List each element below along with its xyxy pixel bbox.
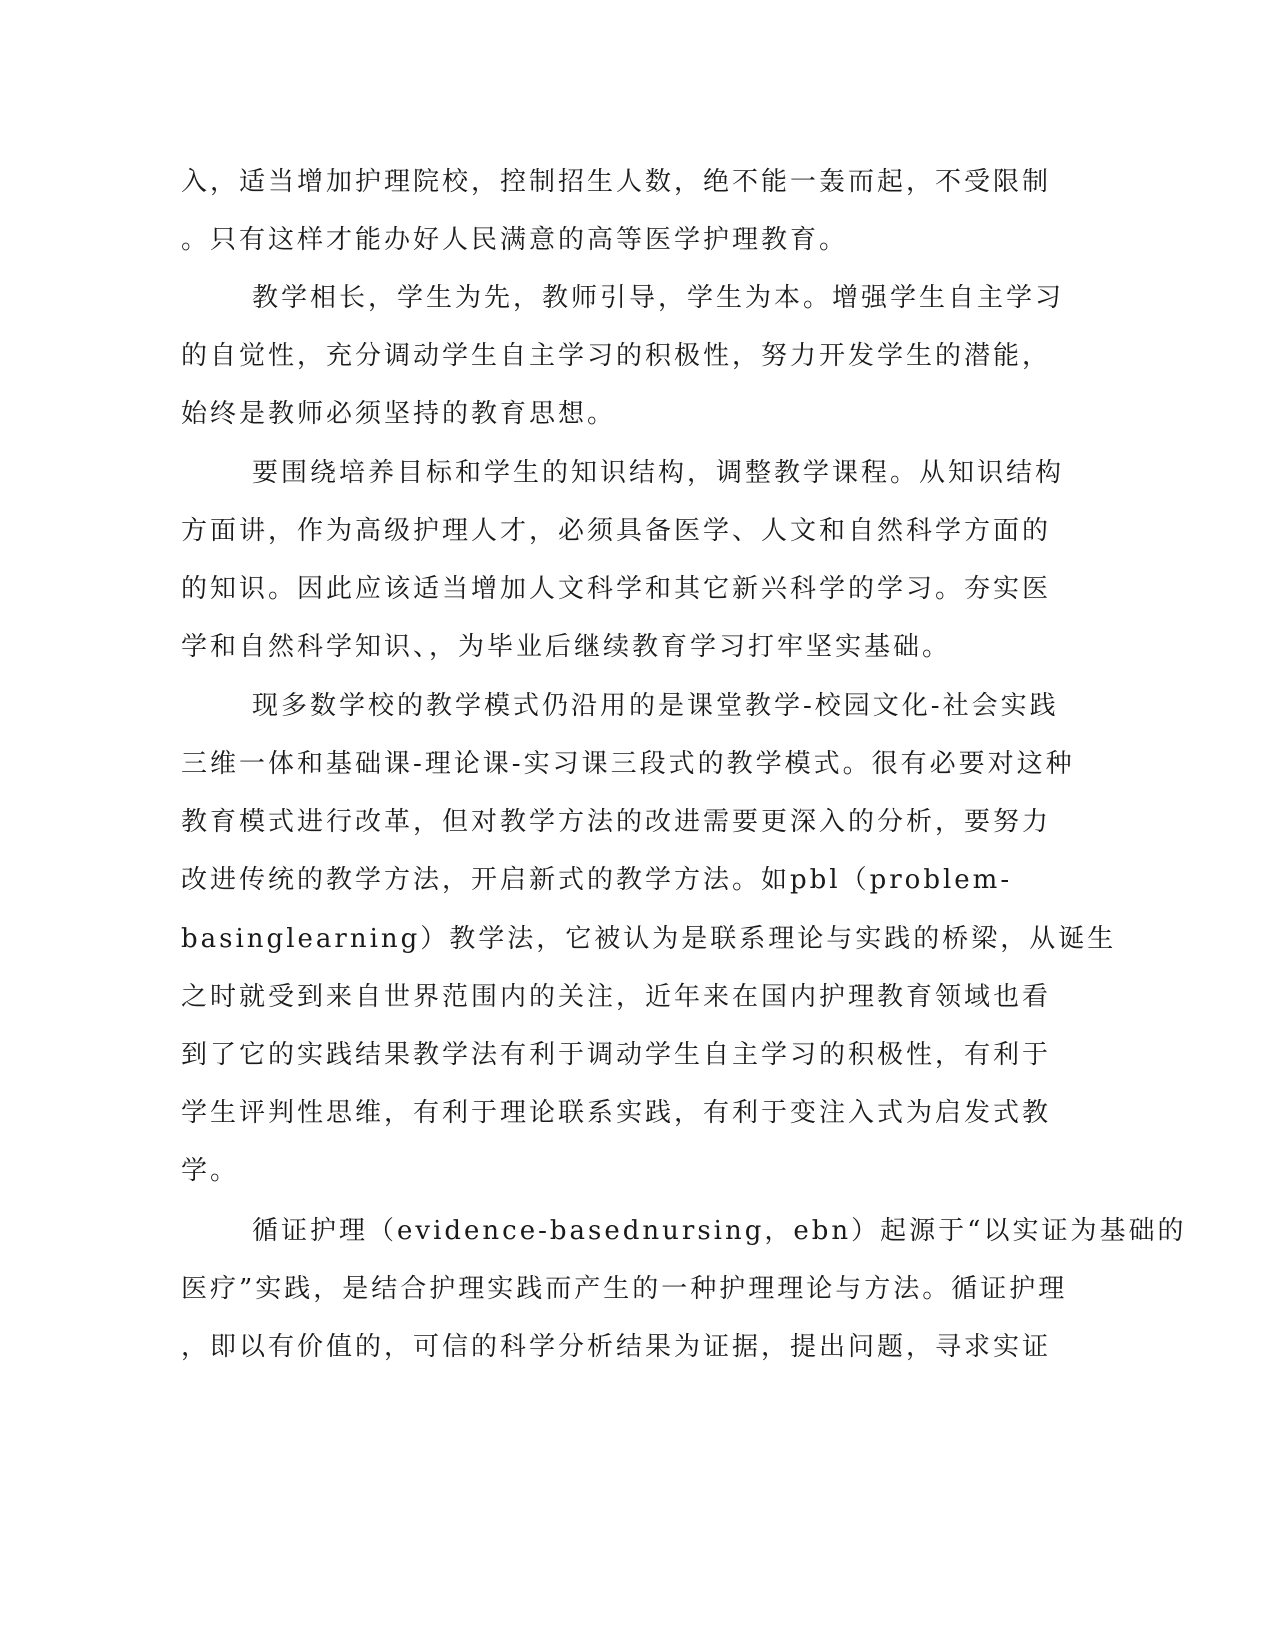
text-line: 学。 <box>181 1156 240 1186</box>
text-line: 学和自然科学知识、，为毕业后继续教育学习打牢坚实基础。 <box>181 632 952 662</box>
text-line: 的自觉性，充分调动学生自主学习的积极性，努力开发学生的潜能， <box>181 341 1052 371</box>
text-line: 到了它的实践结果教学法有利于调动学生自主学习的积极性，有利于 <box>181 1040 1052 1070</box>
paragraph-first-line: 现多数学校的教学模式仍沿用的是课堂教学-校园文化-社会实践 <box>252 691 1059 721</box>
text-line: 入，适当增加护理院校，控制招生人数，绝不能一轰而起，不受限制 <box>181 167 1052 197</box>
text-line: 方面讲，作为高级护理人才，必须具备医学、人文和自然科学方面的 <box>181 516 1052 546</box>
paragraph-first-line: 教学相长，学生为先，教师引导，学生为本。增强学生自主学习 <box>252 283 1065 313</box>
text-line: 三维一体和基础课-理论课-实习课三段式的教学模式。很有必要对这种 <box>181 749 1075 779</box>
paragraph-first-line: 要围绕培养目标和学生的知识结构，调整教学课程。从知识结构 <box>252 458 1065 488</box>
text-line: 教育模式进行改革，但对教学方法的改进需要更深入的分析，要努力 <box>181 807 1052 837</box>
text-line: 。只有这样才能办好人民满意的高等医学护理教育。 <box>181 225 849 255</box>
text-line: basinglearning）教学法，它被认为是联系理论与实践的桥梁，从诞生 <box>181 924 1117 954</box>
text-line: ，即以有价值的，可信的科学分析结果为证据，提出问题，寻求实证 <box>181 1332 1052 1362</box>
text-line: 之时就受到来自世界范围内的关注，近年来在国内护理教育领域也看 <box>181 982 1052 1012</box>
text-line: 学生评判性思维，有利于理论联系实践，有利于变注入式为启发式教 <box>181 1098 1052 1128</box>
text-line: 的知识。因此应该适当增加人文科学和其它新兴科学的学习。夯实医 <box>181 574 1052 604</box>
paragraph-first-line: 循证护理（evidence-basednursing，ebn）起源于“以实证为基础的 <box>252 1216 1187 1246</box>
text-line: 医疗”实践，是结合护理实践而产生的一种护理理论与方法。循证护理 <box>181 1274 1068 1304</box>
text-line: 始终是教师必须坚持的教育思想。 <box>181 399 617 429</box>
text-line: 改进传统的教学方法，开启新式的教学方法。如pbl（problem- <box>181 865 1013 895</box>
